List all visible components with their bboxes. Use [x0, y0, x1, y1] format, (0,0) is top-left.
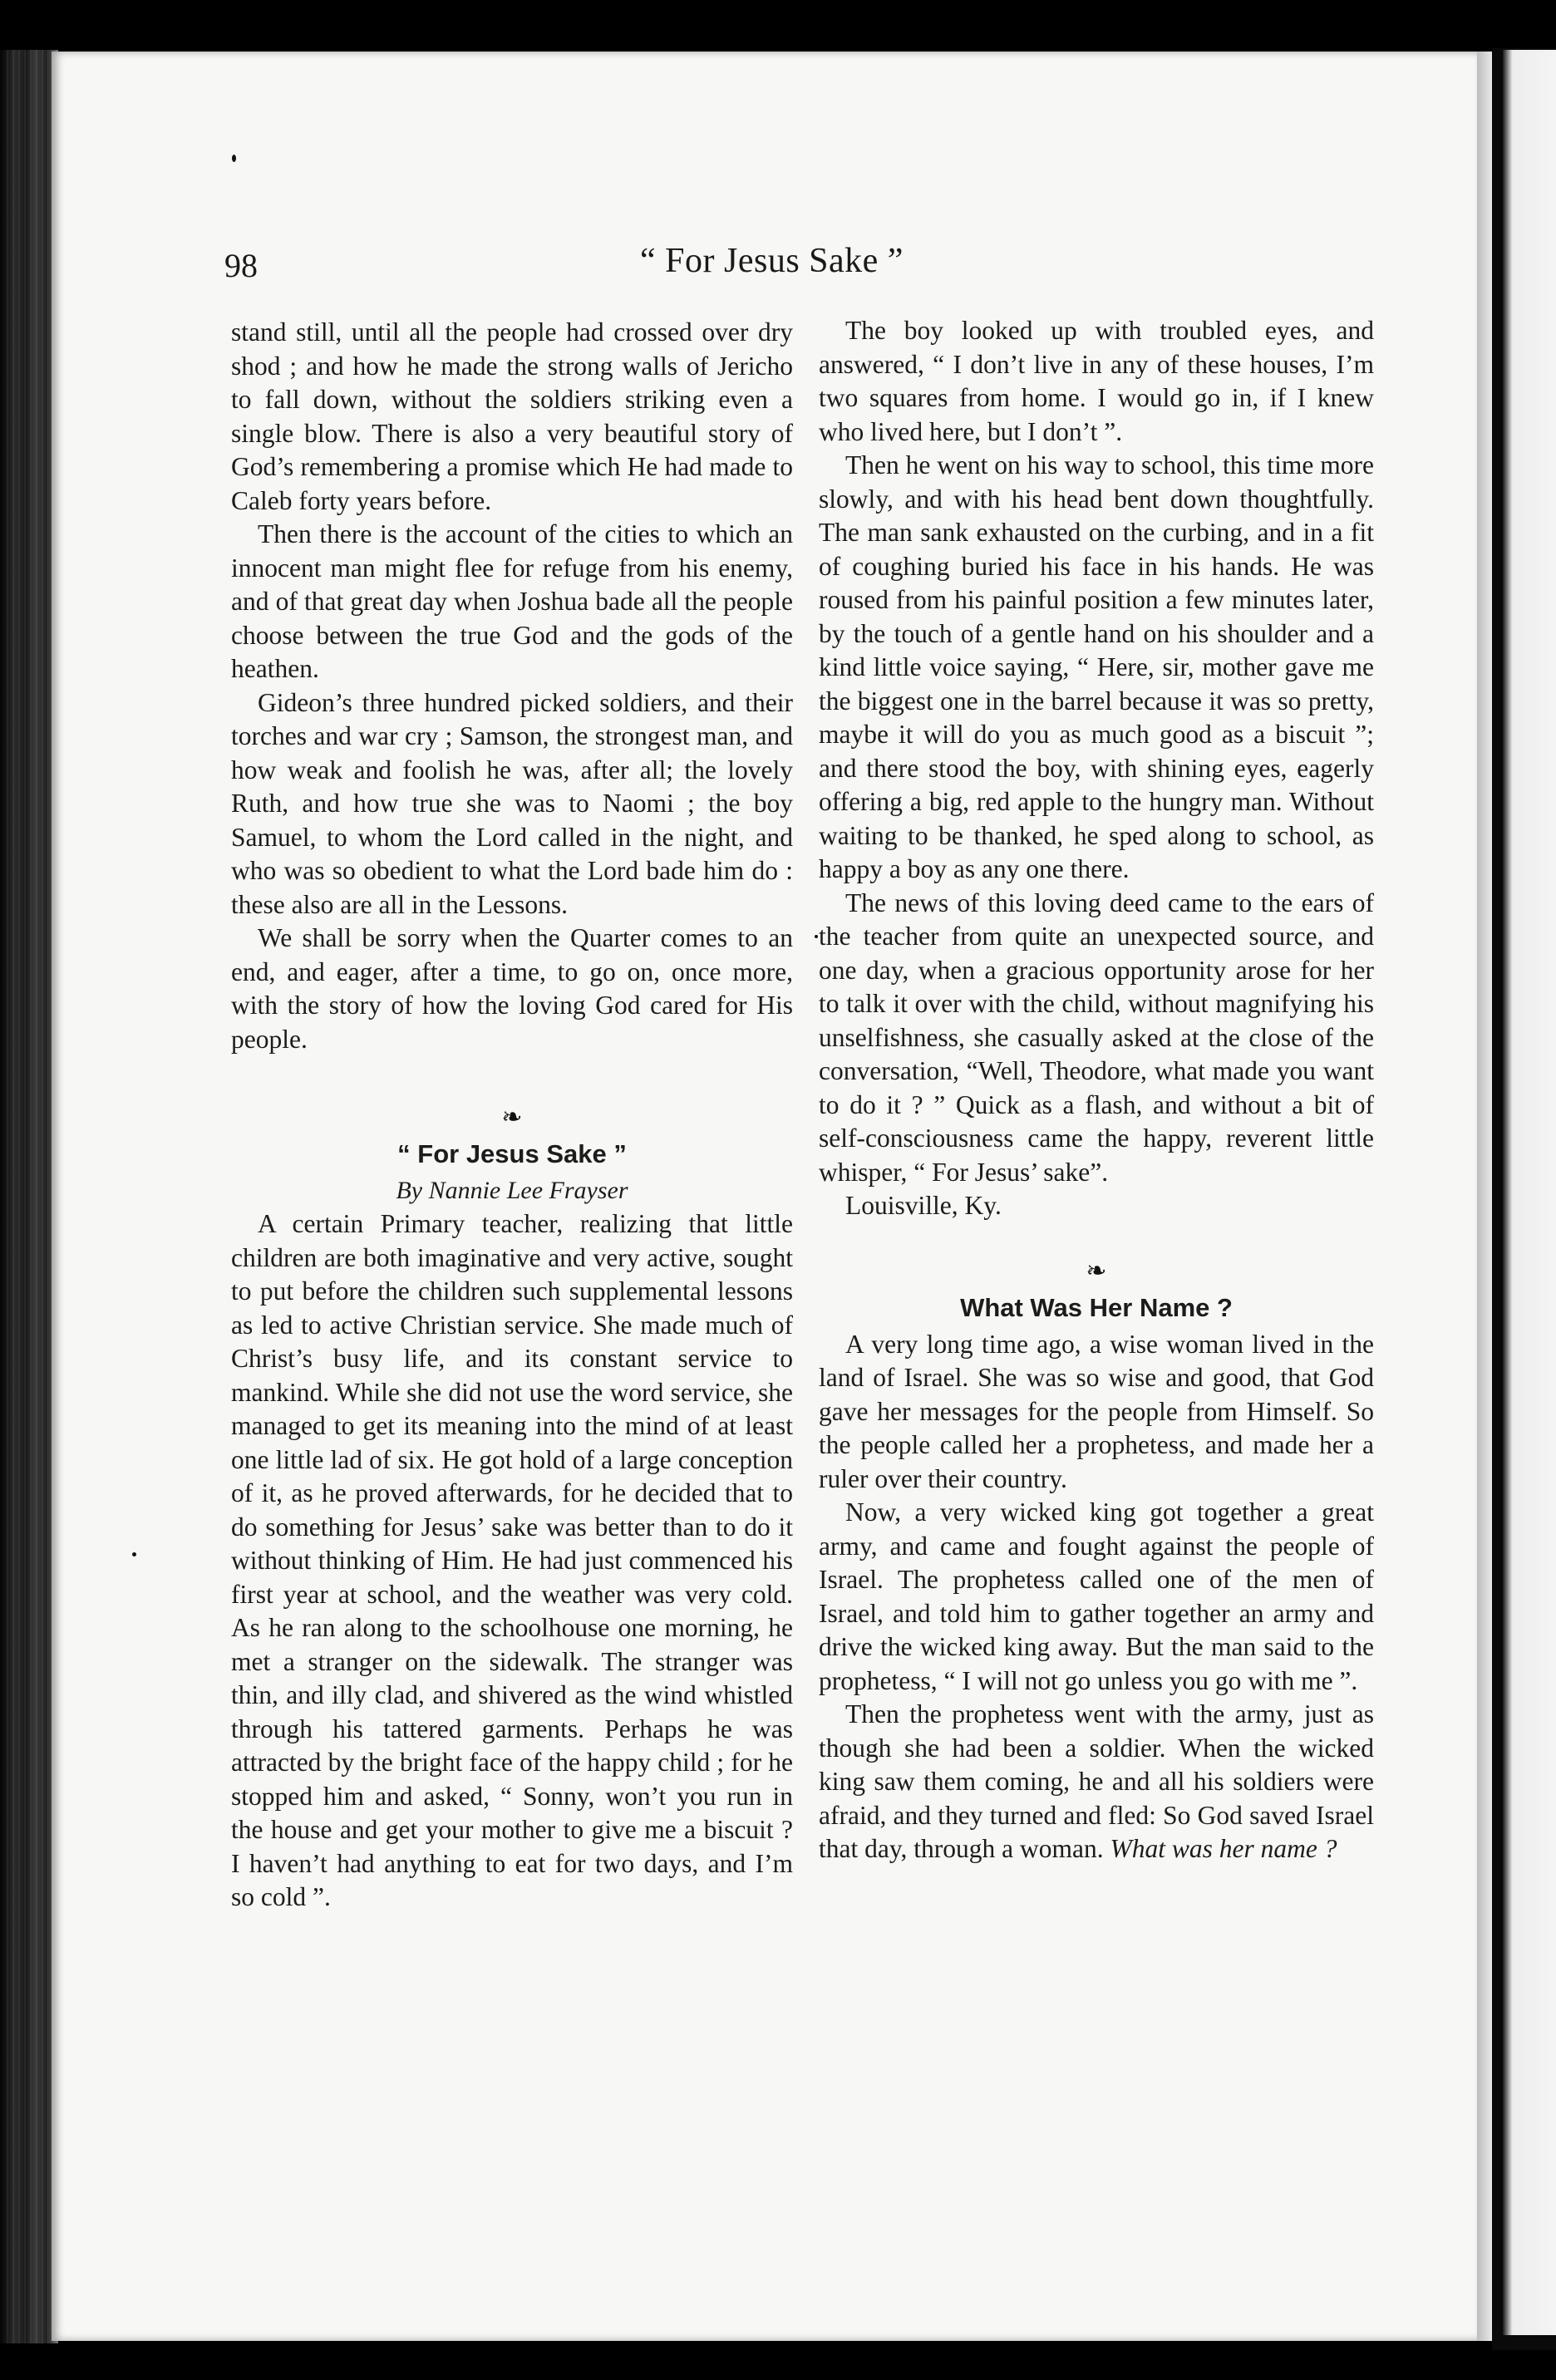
section-spacer: [819, 1223, 1374, 1242]
paragraph: The boy looked up with troubled eyes, and answered, “ I don’t live in any of these houses, I’m two squares from home. I would go in, if I knew who lived here, but I don’t ”.: [819, 316, 1374, 446]
page-edge-shadow: [1477, 52, 1492, 2341]
story-byline: By Nannie Lee Frayser: [396, 1177, 628, 1204]
paragraph: A certain Primary teacher, realizing that little children are both imaginative and very active, sought to put before the children such supplemental lessons as led to active Christian service. She made much of Christ’s busy life, and its constant service to mankind. While she did not use the word service, she managed to get its meaning into the mind of at least one little lad of six. He got hold of a large conception of it, as he proved afterwards, for he decided that to do something for Jesus’ sake was better than to do it without thinking of Him. He had just commenced his first year at school, and the weather was very cold. As he ran along to the schoolhouse one morning, he met a stranger on the sidewalk. The stranger was thin, and illy clad, and shivered as the wind whistled through his tattered garments. Perhaps he was attracted by the bright face of the happy child ; for he stopped him and asked, “ Sonny, won’t you run in the house and get your mother to give me a biscuit ? I haven’t had anything to eat for two days, and I’m so cold ”.: [231, 1209, 793, 1911]
left-column: [231, 316, 793, 1915]
paragraph: The news of this loving deed came to the ears of the teacher from quite an unexpected source, and one day, when a gracious opportunity arose for her to talk it over with the child, without magnifying his unselfishness, she casually asked at the close of the conversation, “Well, Theodore, what made you want to do it ? ” Quick as a flash, and without a bit of self-consciousness came the happy, reverent little whisper, “ For Jesus’ sake”.: [819, 888, 1374, 1187]
right-column: [819, 314, 1374, 1866]
closing-question: What was her name ?: [1110, 1834, 1337, 1863]
ornament-icon: ❧: [1086, 1256, 1107, 1285]
paragraph: Then there is the account of the cities to which an innocent man might flee for refuge from his enemy, and of that great day when Joshua bade all the people choose between the true God and the gods of the heathen.: [231, 519, 793, 683]
binding-page-edges: [7, 50, 48, 2343]
running-title: “ For Jesus Sake ”: [640, 242, 904, 280]
paragraph: Then he went on his way to school, this time more slowly, and with his head bent down thoughtfully. The man sank exhausted on the curbing, and in a fit of coughing buried his face in his hands. He was roused from his painful position a few minutes later, by the touch of a gentle hand on his shoulder and a kind little voice saying, “ Here, sir, mother gave me the biggest one in the barrel because it was so pretty, maybe it will do you as much good as a biscuit ”; and there stood the boy, with shining eyes, eagerly offering a big, red apple to the hungry man. Without waiting to be thanked, he sped along to school, as happy a boy as any one there.: [819, 450, 1375, 883]
facing-page-edge: [1503, 50, 1556, 2335]
story-title: “ For Jesus Sake ”: [397, 1139, 627, 1168]
place-signoff: Louisville, Ky.: [845, 1191, 1002, 1220]
page-number: 98: [224, 247, 258, 284]
paragraph-text: Then the prophetess went with the army, just as though she had been a soldier. When the wicked king saw them coming, he and all his soldiers were afraid, and they turned and fled: So God saved Israel that day, through a woman.: [819, 1699, 1374, 1863]
paragraph: stand still, until all the people had crossed over dry shod ; and how he made the strong walls of Jericho to fall down, without the soldiers striking even a single blow. There is also a very beautiful story of God’s remembering a promise which He had made to Caleb forty years before.: [231, 317, 793, 515]
paragraph: We shall be sorry when the Quarter comes to an end, and eager, after a time, to go on, once more, with the story of how the loving God cared for His people.: [231, 923, 793, 1054]
scan-speck: [815, 935, 818, 938]
paragraph: [819, 1698, 1374, 1866]
paragraph: Gideon’s three hundred picked soldiers, and their torches and war cry ; Samson, the strongest man, and how weak and foolish he was, after all; the lovely Ruth, and how true she was to Naomi ; the boy Samuel, to whom the Lord called in the night, and who was so obedient to what the Lord bade him do : these also are all in the Lessons.: [231, 687, 793, 919]
scan-speck: [232, 155, 236, 162]
section-title: What Was Her Name ?: [960, 1292, 1233, 1322]
ornament-icon: ❧: [501, 1104, 523, 1131]
section-spacer: [231, 1056, 793, 1088]
scan-speck: [132, 1552, 136, 1556]
page-header: [224, 242, 1405, 296]
paragraph: A very long time ago, a wise woman lived in the land of Israel. She was so wise and good, that God gave her messages for the people from Himself. So the people called her a prophetess, and made her a ruler over their country.: [819, 1329, 1374, 1493]
paragraph: Now, a very wicked king got together a great army, and came and fought against the people of Israel. The prophetess called one of the men of Israel, and told him to gather together an army and drive the wicked king away. But the man said to the prophetess, “ I will not go unless you go with me ”.: [819, 1497, 1374, 1695]
